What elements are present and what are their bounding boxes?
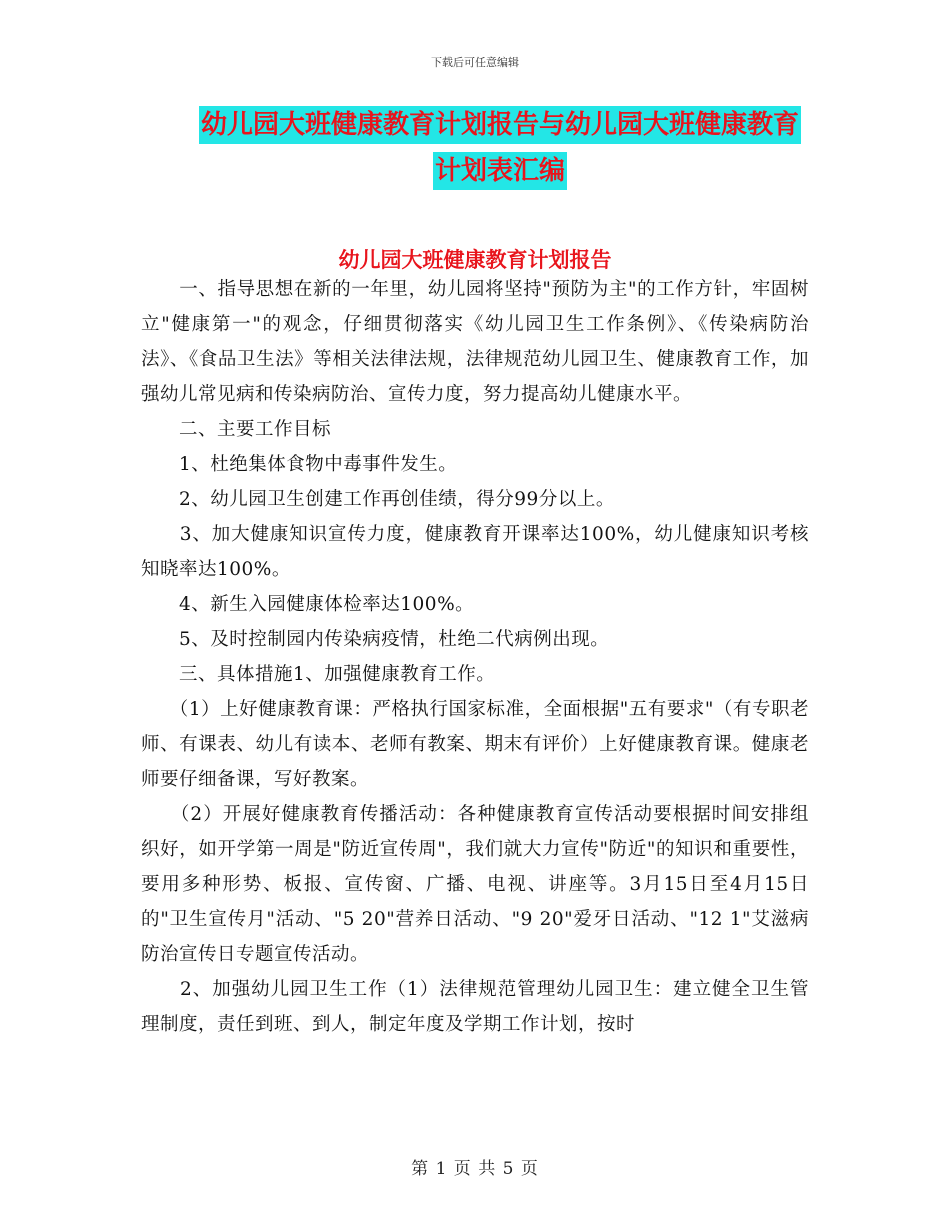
paragraph-measure-2: 2、加强幼儿园卫生工作（1）法律规范管理幼儿园卫生：建立健全卫生管理制度，责任到班、到人，制定年度及学期工作计划，按时 <box>141 979 809 1035</box>
paragraph-main-goals-heading: 二、主要工作目标 <box>141 419 332 440</box>
document-title <box>150 106 850 190</box>
page-header-note: 下载后可任意编辑 <box>431 56 519 69</box>
document-title-line-2: 计划表汇编 <box>433 152 567 190</box>
paragraph-goal-1: 1、杜绝集体食物中毒事件发生。 <box>141 454 458 475</box>
paragraph-goal-5: 5、及时控制园内传染病疫情，杜绝二代病例出现。 <box>141 629 610 650</box>
paragraph-goal-3: 3、加大健康知识宣传力度，健康教育开课率达100%，幼儿健康知识考核知晓率达100%。 <box>141 524 809 580</box>
section-heading: 幼儿园大班健康教育计划报告 <box>338 248 612 272</box>
page-number-footer: 第 1 页 共 5 页 <box>411 1159 539 1179</box>
paragraph-measure-1-2: （2）开展好健康教育传播活动：各种健康教育宣传活动要根据时间安排组织好，如开学第一周是"防近宣传周"，我们就大力宣传"防近"的知识和重要性，要用多种形势、板报、宣传窗、广播、电视、讲座等。3月15日至4月15日的"卫生宣传月"活动、"5 20"营养日活动、"9 20"爱牙日活动、"12 1"艾滋病防治宣传日专题宣传活动。 <box>141 804 809 965</box>
paragraph-goal-2: 2、幼儿园卫生创建工作再创佳绩，得分99分以上。 <box>141 489 615 510</box>
paragraph-guiding-ideology: 一、指导思想在新的一年里，幼儿园将坚持"预防为主"的工作方针，牢固树立"健康第一"的观念，仔细贯彻落实《幼儿园卫生工作条例》、《传染病防治法》、《食品卫生法》等相关法律法规，法律规范幼儿园卫生、健康教育工作，加强幼儿常见病和传染病防治、宣传力度，努力提高幼儿健康水平。 <box>141 279 809 405</box>
paragraph-measures-heading: 三、具体措施1、加强健康教育工作。 <box>141 664 496 685</box>
document-title-line-1: 幼儿园大班健康教育计划报告与幼儿园大班健康教育 <box>199 106 801 144</box>
paragraph-measure-1-1: （1）上好健康教育课：严格执行国家标准，全面根据"五有要求"（有专职老师、有课表、幼儿有读本、老师有教案、期末有评价）上好健康教育课。健康老师要仔细备课，写好教案。 <box>141 699 809 790</box>
paragraph-goal-4: 4、新生入园健康体检率达100%。 <box>141 594 475 615</box>
body-text <box>141 272 809 1042</box>
